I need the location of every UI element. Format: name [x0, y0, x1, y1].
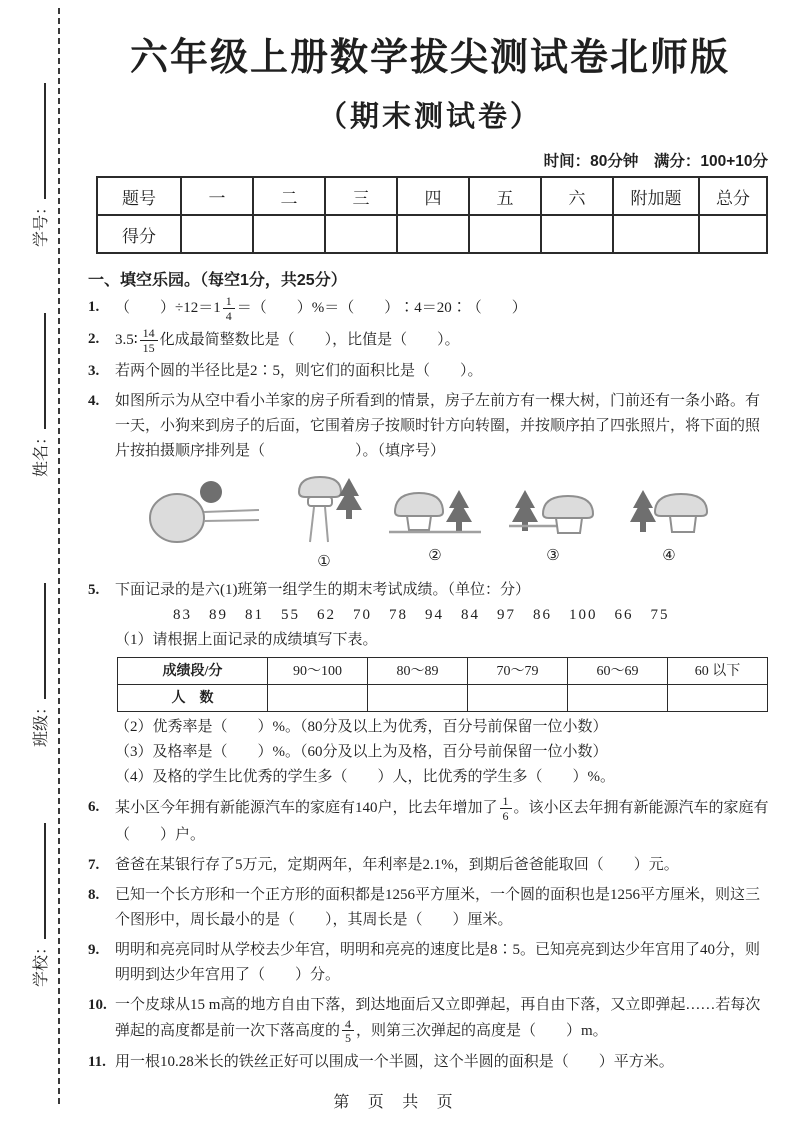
paper-subtitle: （期末测试卷）: [317, 101, 542, 133]
score-blank-cell: [699, 215, 767, 253]
photo-4-label: ④: [662, 548, 676, 565]
section-1-heading: 一、填空乐园。（每空1分，共25分）: [88, 272, 347, 289]
tree-shape: [512, 499, 538, 522]
question-11-text: [115, 1050, 772, 1075]
segment-header-label: 成绩段/分: [118, 658, 268, 685]
tree-shape: [630, 498, 656, 522]
count-row-label: 人 数: [118, 685, 268, 712]
score-blank-cell: [541, 215, 613, 253]
student-id-blank-line: [29, 83, 46, 199]
question-5-number: 5.: [88, 582, 100, 599]
photo-3-drawing: [507, 486, 599, 538]
score-table-header-cell: 四: [397, 177, 469, 215]
fraction-denominator: 6: [500, 808, 512, 823]
score-table-header-cell: 三: [325, 177, 397, 215]
time-and-score-info: 时间：80分钟 满分：100+10分: [543, 153, 768, 170]
text-segment: 爸爸在某银行存了5万元，定期两年，年利率是2.1%，到期后爸爸能取回（ ）元。: [115, 856, 679, 873]
fraction-1-4: [223, 295, 235, 322]
name-field: [28, 305, 52, 477]
text-segment: （ ）÷12＝1: [115, 300, 221, 317]
score-table-header-cell: 五: [469, 177, 541, 215]
question-2-number: 2.: [88, 331, 100, 348]
question-5-sub-1: （1）请根据上面记录的成绩填写下表。: [115, 632, 378, 649]
road-line: [310, 507, 314, 542]
score-table-header-cell: 总分: [699, 177, 767, 215]
text-segment: 。该小区去年拥有新能源汽车的家庭有（ ）户。: [115, 800, 769, 843]
text-segment: 用一根10.28米长的铁丝正好可以围成一个半圆，这个半圆的面积是（ ）平方米。: [115, 1053, 674, 1070]
question-3-number: 3.: [88, 363, 100, 380]
fraction-numerator: 4: [345, 1016, 352, 1031]
student-id-label: 学号：: [33, 198, 50, 247]
mushroom-base: [670, 516, 696, 532]
segment-count-row: [118, 685, 768, 712]
question-2: [88, 327, 772, 354]
score-table-score-row: [97, 215, 767, 253]
count-blank-cell: [568, 685, 668, 712]
question-3: [88, 359, 772, 384]
photo-figure-1: [285, 472, 363, 571]
house-top-shape: [150, 494, 204, 542]
count-blank-cell: [668, 685, 768, 712]
segment-header-row: [118, 658, 768, 685]
question-5-sub-3: （3）及格率是（ ）%。（60分及以上为及格，百分号前保留一位小数）: [115, 744, 608, 761]
dashed-cut-line: [58, 8, 60, 1104]
score-blank-cell: [469, 215, 541, 253]
question-4-number: 4.: [88, 393, 100, 410]
question-9-text: [115, 938, 772, 988]
score-table-header-cell: 六: [541, 177, 613, 215]
question-6-number: 6.: [88, 799, 100, 816]
text-segment: 如图所示为从空中看小羊家的房子所看到的情景，房子左前方有一棵大树，门前还有一条小路。有一天，小狗来到房子的后面，它围着房子按顺时针方向转圈，并按顺序拍了四张照片，将下面的照片按拍摄顺序排列是（ ）。（填序号）: [115, 393, 761, 460]
question-8: [88, 883, 772, 933]
house-aerial-view-figure: [143, 480, 261, 546]
question-3-text: [115, 359, 772, 384]
count-blank-cell: [368, 685, 468, 712]
text-segment: 3.5∶: [115, 332, 138, 349]
mushroom-cap: [395, 493, 443, 516]
tree-trunk: [456, 522, 462, 531]
text-segment: 一个皮球从15 m高的地方自由下落，到达地面后又立即弹起，再自由下落，又立即弹起……若每次弹起的高度都是前一次下落高度的: [115, 996, 761, 1039]
score-segment-table: [117, 657, 768, 712]
mushroom-cap: [655, 494, 707, 516]
class-blank-line: [29, 583, 46, 699]
score-row-label: 得分: [97, 215, 181, 253]
score-blank-cell: [181, 215, 253, 253]
question-7-text: [115, 853, 772, 878]
fraction-1-6: [500, 795, 512, 822]
question-1-number: 1.: [88, 299, 100, 315]
tree-trunk: [640, 522, 646, 532]
question-11: [88, 1050, 772, 1075]
question-1-text: [115, 295, 772, 322]
segment-range-cell: 90～100: [268, 658, 368, 685]
question-9-number: 9.: [88, 941, 100, 958]
question-10: [88, 993, 772, 1045]
photo-2-label: ②: [428, 548, 442, 565]
tree-top-shape: [200, 481, 222, 503]
mushroom-cap: [299, 477, 341, 497]
fraction-numerator: 1: [502, 794, 509, 809]
photo-4-drawing: [623, 486, 715, 538]
score-table-header-row: [97, 177, 767, 215]
segment-range-cell: 80～89: [368, 658, 468, 685]
photo-3-label: ③: [546, 548, 560, 565]
score-table-header-cell: 题号: [97, 177, 181, 215]
mushroom-cap: [543, 496, 593, 518]
tree-trunk: [346, 510, 352, 519]
exam-scores-list: 83 89 81 55 62 70 78 94 84 97 86 100 66 75: [173, 607, 670, 624]
photo-2-drawing: [387, 486, 483, 538]
count-blank-cell: [468, 685, 568, 712]
question-8-number: 8.: [88, 886, 100, 903]
photo-1-drawing: [285, 472, 363, 544]
text-segment: 下面记录的是六(1)班第一组学生的期末考试成绩。（单位：分）: [115, 582, 530, 599]
school-field: [28, 815, 52, 987]
text-segment: ＝（ ）%＝（ ）∶4＝20∶（ ）: [236, 300, 527, 317]
fraction-denominator: 4: [223, 308, 235, 323]
segment-range-cell: 70～79: [468, 658, 568, 685]
text-segment: 某小区今年拥有新能源汽车的家庭有140户，比去年增加了: [115, 800, 498, 817]
question-4-text: [115, 389, 772, 573]
text-segment: 明明和亮亮同时从学校去少年宫，明明和亮亮的速度比是8∶5。已知亮亮到达少年宫用了40分，则明明到达少年宫用了（ ）分。: [115, 941, 761, 983]
question-6-text: [115, 795, 772, 847]
question-7-number: 7.: [88, 856, 100, 873]
question-6: [88, 795, 772, 847]
class-field: [28, 575, 52, 747]
question-5: [88, 578, 772, 790]
fraction-4-5: [342, 1018, 354, 1045]
question-7: [88, 853, 772, 878]
road-line: [204, 520, 259, 521]
fraction-denominator: 15: [140, 340, 158, 355]
score-blank-cell: [397, 215, 469, 253]
name-blank-line: [29, 313, 46, 429]
photo-figures-row: [143, 472, 772, 571]
question-10-text: [115, 993, 772, 1045]
tree-shape: [446, 500, 472, 522]
question-5-sub-4: （4）及格的学生比优秀的学生多（ ）人，比优秀的学生多（ ）%。: [115, 769, 615, 786]
question-9: [88, 938, 772, 988]
student-id-field: [28, 75, 52, 247]
paper-content: [88, 0, 772, 1075]
question-10-number: 10.: [88, 996, 107, 1013]
fraction-14-15: [140, 327, 158, 354]
mushroom-base: [556, 518, 582, 533]
school-label: 学校：: [33, 938, 50, 987]
score-table-header-cell: 附加题: [613, 177, 699, 215]
question-4: [88, 389, 772, 573]
name-label: 姓名：: [33, 428, 50, 477]
road-line: [325, 507, 328, 542]
text-segment: ，则第三次弹起的高度是（ ）m。: [356, 1022, 608, 1039]
mushroom-base: [308, 497, 332, 506]
fraction-denominator: 5: [342, 1030, 354, 1045]
count-blank-cell: [268, 685, 368, 712]
paper-title: 六年级上册数学拔尖测试卷北师版: [129, 37, 730, 79]
question-11-number: 11.: [88, 1053, 106, 1070]
question-1: [88, 295, 772, 322]
text-segment: 化成最简整数比是（ ），比值是（ ）。: [159, 332, 460, 349]
score-table-header-cell: 二: [253, 177, 325, 215]
fraction-numerator: 14: [142, 326, 155, 341]
mushroom-base: [407, 516, 431, 530]
question-2-text: [115, 327, 772, 354]
question-5-text: [115, 578, 772, 790]
question-5-sub-2: （2）优秀率是（ ）%。（80分及以上为优秀，百分号前保留一位小数）: [115, 719, 608, 736]
question-8-text: [115, 883, 772, 933]
class-label: 班级：: [33, 698, 50, 747]
segment-range-cell: 60～69: [568, 658, 668, 685]
page-footer: 第 页 共 页: [333, 1094, 460, 1111]
text-segment: 若两个圆的半径比是2∶5，则它们的面积比是（ ）。: [115, 363, 483, 380]
photo-1-label: ①: [317, 554, 331, 571]
photo-figure-4: [623, 472, 715, 565]
score-blank-cell: [325, 215, 397, 253]
score-table-header-cell: 一: [181, 177, 253, 215]
fraction-numerator: 1: [225, 294, 232, 308]
score-summary-table: [96, 176, 768, 254]
score-blank-cell: [613, 215, 699, 253]
segment-range-cell: 60 以下: [668, 658, 768, 685]
school-blank-line: [29, 823, 46, 939]
photo-figure-3: [507, 472, 599, 565]
photo-figure-2: [387, 472, 483, 565]
text-segment: 已知一个长方形和一个正方形的面积都是1256平方厘米，一个圆的面积也是1256平方厘米，则这三个图形中，周长最小的是（ ），其周长是（ ）厘米。: [115, 886, 761, 928]
score-blank-cell: [253, 215, 325, 253]
road-line: [204, 510, 259, 512]
